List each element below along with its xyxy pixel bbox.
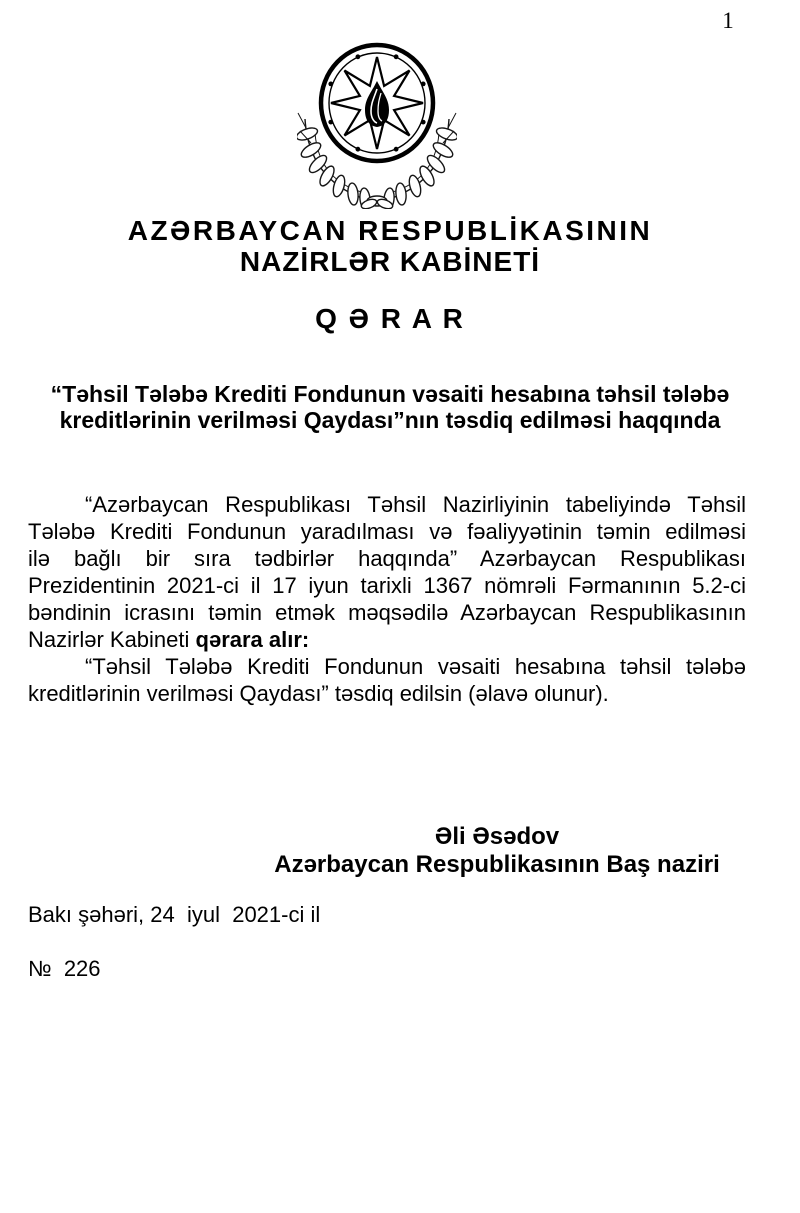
page-number: 1: [722, 8, 734, 33]
body-line: ilə bağlı bir sıra tədbirlər haqqında” Azərbaycan Respublikası: [28, 546, 746, 571]
decree-number: № 226: [28, 956, 101, 981]
decree-body: [28, 491, 746, 707]
signatory-name: Əli Əsədov: [434, 823, 560, 850]
resolution-lead-text: Nazirlər Kabineti: [28, 627, 196, 652]
decree-title-line-2: kreditlərinin verilməsi Qaydası”nın təsdiq edilməsi haqqında: [59, 407, 721, 433]
authority-line-1: AZƏRBAYCAN RESPUBLİKASININ: [127, 215, 653, 246]
place-and-date: Bakı şəhəri, 24 iyul 2021-ci il: [28, 902, 321, 927]
azerbaijan-coat-of-arms-icon: [297, 33, 457, 209]
authority-line-2: NAZİRLƏR KABİNETİ: [239, 246, 541, 277]
issuing-authority: [31, 215, 749, 277]
body-line-resolution: [28, 626, 746, 653]
decree-title-line-1: “Təhsil Tələbə Krediti Fondunun vəsaiti hesabına təhsil tələbə: [50, 381, 730, 407]
signatory-position: Azərbaycan Respublikasının Baş naziri: [274, 851, 720, 878]
body-line: Tələbə Krediti Fondunun yaradılması və fəaliyyətinin təmin edilməsi: [28, 519, 746, 544]
resolution-keyword: qərara alır:: [195, 627, 310, 652]
signature-block: [237, 823, 757, 879]
body-line: kreditlərinin verilməsi Qaydası” təsdiq edilsin (əlavə olunur).: [28, 681, 609, 706]
body-line: “Təhsil Tələbə Krediti Fondunun vəsaiti hesabına təhsil tələbə: [85, 654, 746, 679]
body-line: bəndinin icrasını təmin etmək məqsədilə Azərbaycan Respublikasının: [28, 600, 746, 625]
body-line: Prezidentinin 2021-ci il 17 iyun tarixli 1367 nömrəli Fərmanının 5.2-ci: [28, 573, 746, 598]
body-line: “Azərbaycan Respublikası Təhsil Nazirliyinin tabeliyində Təhsil: [85, 492, 746, 517]
decree-title: [31, 381, 749, 433]
document-type-heading: Q Ə R A R: [315, 303, 465, 334]
